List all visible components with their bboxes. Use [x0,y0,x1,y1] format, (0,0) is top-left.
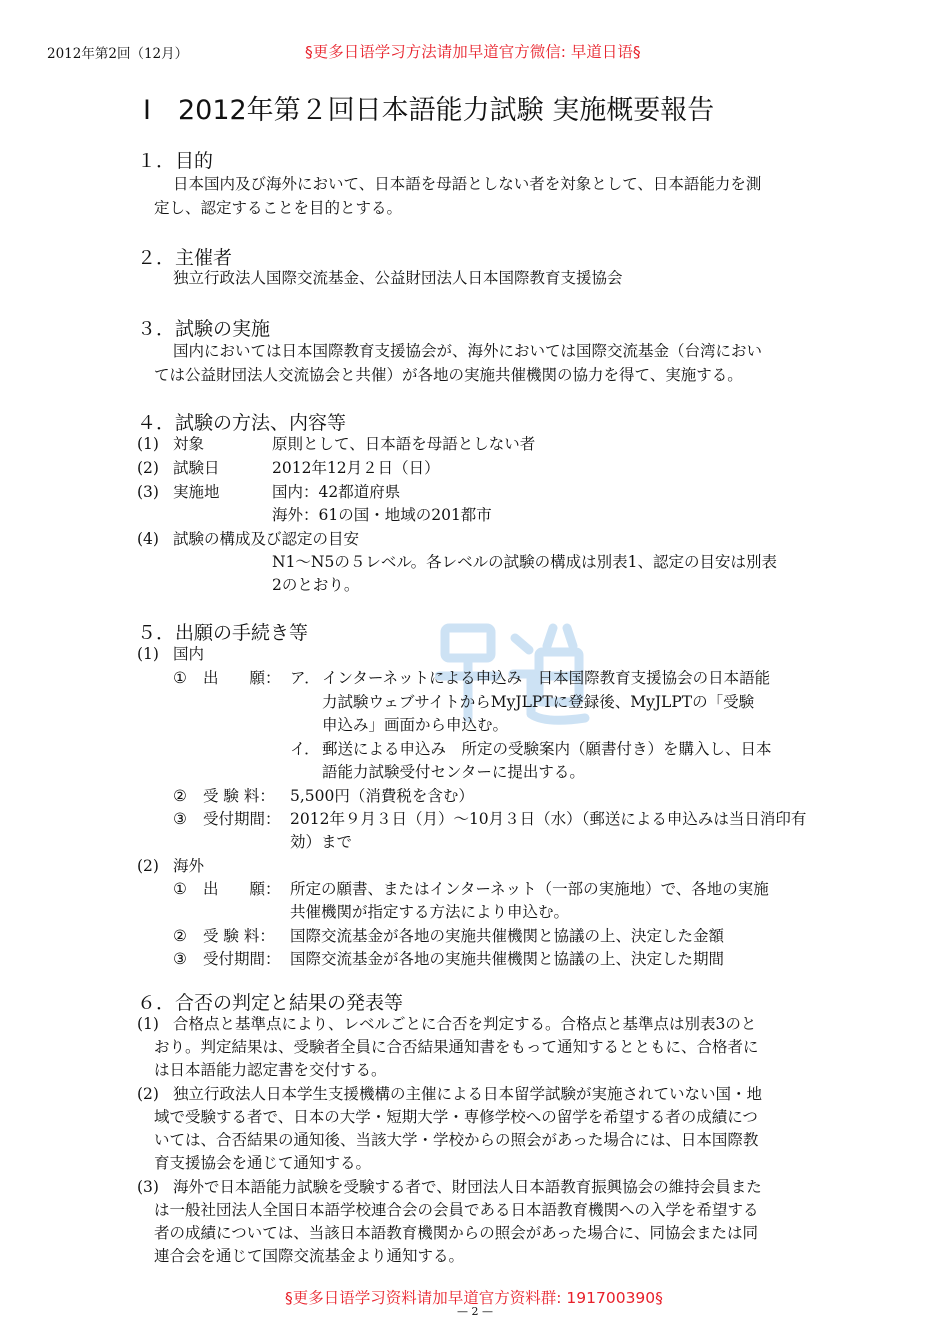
section-2-heading: ２．主催者 [137,247,233,269]
exam-date-label: 試験日 [173,459,220,477]
circled-number: ② [173,787,187,805]
period-line-2: 効）まで [290,833,353,851]
mail-apply-line-1: 郵送による申込み 所定の受験案内（願書付き）を購入し、日本 [322,740,772,758]
section-3-heading: ３．試験の実施 [137,318,271,340]
application-label: 出 願： [203,669,281,687]
domestic-label: 国内 [173,645,205,663]
fee-label: 受 験 料： [203,787,275,805]
result-para-1-line-3: は日本語能力認定書を交付する。 [154,1061,387,1079]
period-line-1: 2012年９月３日（月）〜10月３日（水）（郵送による申込みは当日消印有 [290,810,807,828]
mail-apply-line-2: 語能力試験受付センターに提出する。 [322,763,585,781]
period-label: 受付期間： [203,810,281,828]
overseas-label: 海外 [173,857,205,875]
section-5-heading: ５．出願の手続き等 [137,622,309,644]
section-6-heading: ６．合否の判定と結果の発表等 [137,992,404,1014]
result-para-1-line-1: 合格点と基準点により、レベルごとに合否を判定する。合格点と基準点は別表3のと [173,1015,757,1033]
overseas-fee-value: 国際交流基金が各地の実施共催機関と協議の上、決定した金額 [290,927,725,945]
result-para-3-line-1: 海外で日本語能力試験を受験する者で、財団法人日本語教育振興協会の維持会員また [173,1178,762,1196]
result-para-1-line-2: おり。判定結果は、受験者全員に合否結果通知書をもって通知するとともに、合格者に [154,1038,759,1056]
venue-label: 実施地 [173,483,220,501]
option-marker: ア． [290,669,320,687]
venue-overseas-value: 海外：61の国・地域の201都市 [272,506,492,524]
target-value: 原則として、日本語を母語としない者 [272,435,536,453]
fee-value: 5,500円（消費税を含む） [290,787,474,805]
promo-bottom-link[interactable]: §更多日语学习资料请加早道官方资料群: 191700390§ [285,1289,663,1307]
overseas-period-value: 国際交流基金が各地の実施共催機関と協議の上、決定した期間 [290,950,725,968]
item-number: (1) [137,1015,159,1033]
exam-date-value: 2012年12月２日（日） [272,459,440,477]
result-para-2-line-2: 域で受験する者で、日本の大学・短期大学・専修学校への留学を希望する者の成績につ [154,1108,758,1126]
structure-label: 試験の構成及び認定の目安 [173,530,360,548]
item-number: (3) [137,1178,159,1196]
overseas-application-label: 出 願： [203,880,281,898]
overseas-fee-label: 受 験 料： [203,927,275,945]
item-number: (1) [137,435,159,453]
item-number: (2) [137,857,159,875]
structure-line-1: N1〜N5の５レベル。各レベルの試験の構成は別表1、認定の目安は別表 [272,553,777,571]
section-1-line-1: 日本国内及び海外において、日本語を母語としない者を対象として、日本語能力を測 [173,175,762,193]
section-1-heading: １．目的 [137,150,214,172]
circled-number: ① [173,669,187,687]
target-label: 対象 [173,435,205,453]
item-number: (3) [137,483,159,501]
overseas-period-label: 受付期間： [203,950,281,968]
option-marker: イ． [290,740,320,758]
item-number: (2) [137,459,159,477]
result-para-3-line-2: は一般社団法人全国日本語学校連合会の会員である日本語教育機関への入学を希望する [154,1201,759,1219]
section-1-line-2: 定し、認定することを目的とする。 [154,199,403,217]
internet-apply-line-2: 力試験ウェブサイトからMyJLPTに登録後、MyJLPTの「受験 [322,693,755,711]
overseas-application-line-1: 所定の願書、またはインターネット（一部の実施地）で、各地の実施 [290,880,769,898]
result-para-2-line-1: 独立行政法人日本学生支援機構の主催による日本留学試験が実施されていない国・地 [173,1085,763,1103]
venue-domestic-value: 国内：42都道府県 [272,483,401,501]
item-number: (4) [137,530,159,548]
circled-number: ③ [173,950,187,968]
section-3-line-2: ては公益財団法人交流協会と共催）が各地の実施共催機関の協力を得て、実施する。 [154,366,743,384]
result-para-2-line-4: 育支援協会を通じて通知する。 [154,1154,372,1172]
section-2-line-1: 独立行政法人国際交流基金、公益財団法人日本国際教育支援協会 [173,269,623,287]
circled-number: ② [173,927,187,945]
overseas-application-line-2: 共催機関が指定する方法により申込む。 [290,903,570,921]
section-3-line-1: 国内においては日本国際教育支援協会が、海外においては国際交流基金（台湾におい [173,342,763,360]
promo-top-link[interactable]: §更多日语学习方法请加早道官方微信: 早道日语§ [305,43,641,61]
page-number: — 2 — [457,1305,493,1318]
circled-number: ③ [173,810,187,828]
result-para-3-line-4: 連合会を通じて国際交流基金より通知する。 [154,1247,465,1265]
item-number: (2) [137,1085,159,1103]
internet-apply-line-1: インターネットによる申込み 日本国際教育支援協会の日本語能 [322,669,771,687]
circled-number: ① [173,880,187,898]
result-para-3-line-3: 者の成績については、当該日本語教育機関からの照会があった場合に、同協会または同 [154,1224,759,1242]
page-title: Ⅰ 2012年第２回日本語能力試験 実施概要報告 [143,95,715,126]
result-para-2-line-3: いては、合否結果の通知後、当該大学・学校からの照会があった場合には、日本国際教 [154,1131,759,1149]
item-number: (1) [137,645,159,663]
edition-label: 2012年第2回（12月） [47,46,189,62]
section-4-heading: ４．試験の方法、内容等 [137,412,347,434]
structure-line-2: 2のとおり。 [272,576,360,594]
internet-apply-line-3: 申込み」画面から申込む。 [322,716,509,734]
